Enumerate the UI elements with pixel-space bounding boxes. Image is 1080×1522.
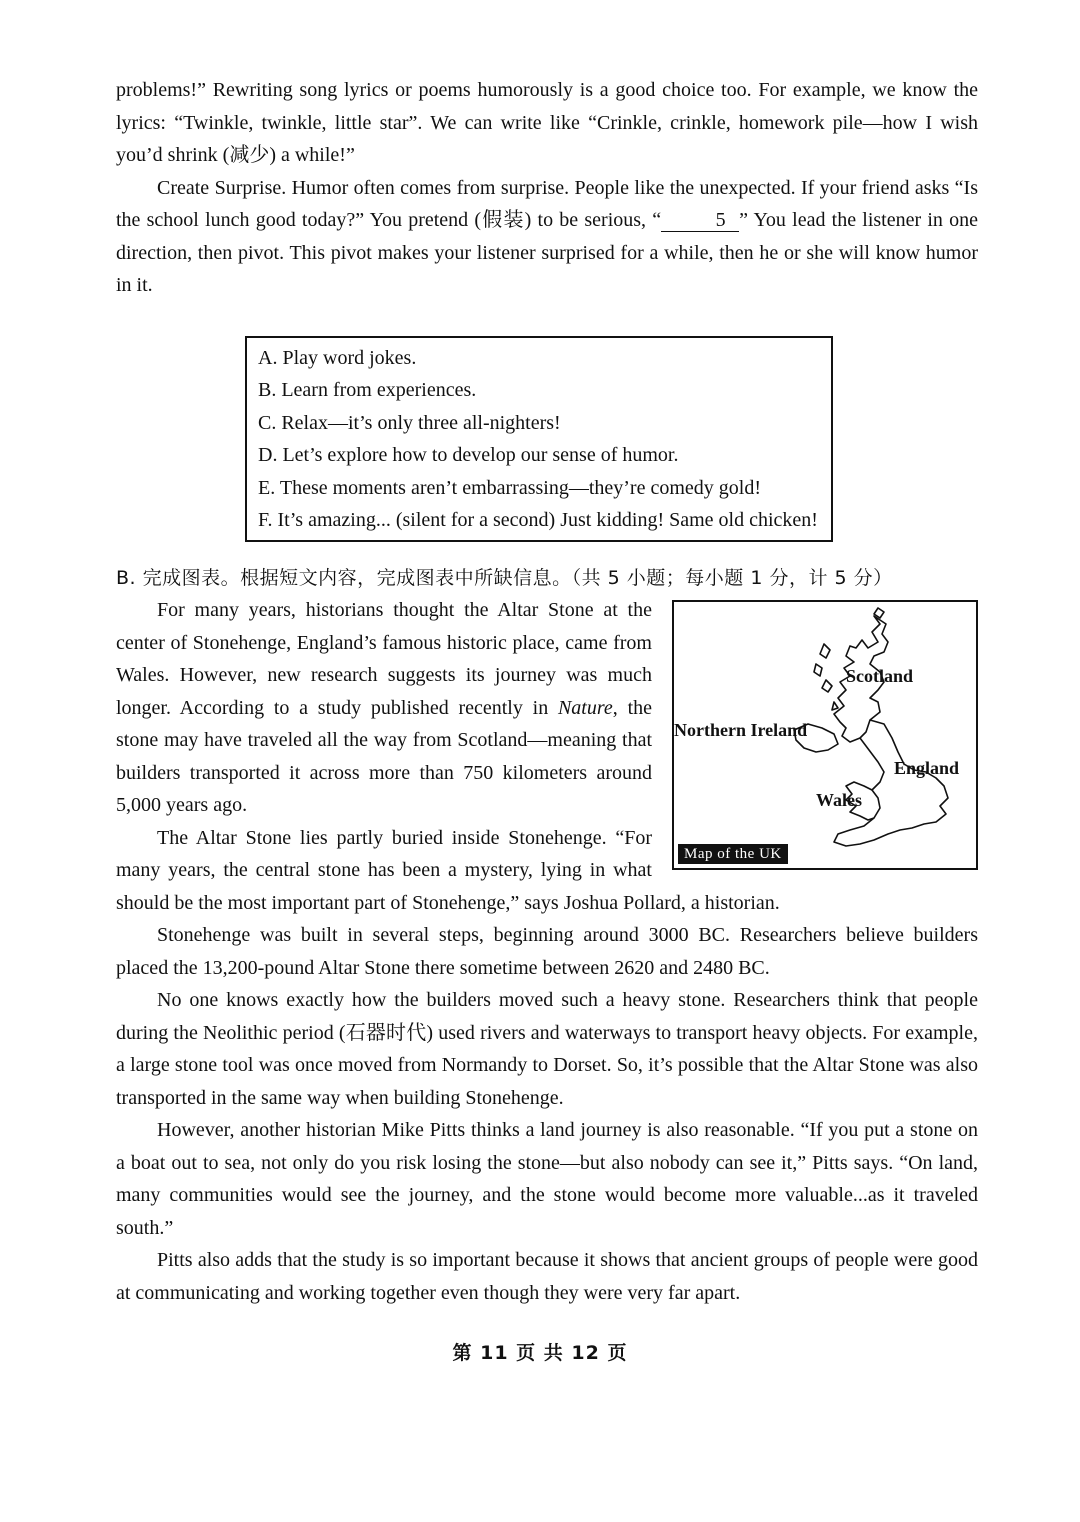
option-c: C. Relax—it’s only three all-nighters!	[258, 411, 561, 434]
label-england: England	[894, 758, 960, 778]
paragraph-b-5: However, another historian Mike Pitts thinks a land journey is also reasonable. “If you put a stone on a boat out to sea, not only do you risk losing the stone—but also nobody can see it,” Pitts says. “On land, many communities would see the journey, and the stone would become more valuable...as it traveled south.”	[116, 1119, 978, 1239]
options-box	[245, 336, 833, 542]
para2-pre: Create Surprise. Humor often comes from surprise. People like the unexpected. If your friend asks “Is the school lunch good today?” You pretend (假装) to be serious, “	[116, 176, 978, 231]
para2-post: ” You lead the listener in one direction, then pivot. This pivot makes your listener surprised for a while, then he or she will know humor in it.	[116, 209, 979, 296]
option-a: A. Play word jokes.	[258, 346, 417, 369]
label-wales: Wales	[816, 790, 863, 810]
p1-text-b: , the stone may have traveled all the way from Scotland—meaning that builders transported it across more than 750 kilometers around 5,000 years ago.	[116, 696, 652, 816]
page-footer: 第 11 页 共 12 页	[452, 1342, 628, 1364]
nature-journal-name: Nature	[557, 696, 613, 719]
option-f: F. It’s amazing... (silent for a second) Just kidding! Same old chicken!	[258, 509, 818, 531]
label-northern-ireland: Northern Ireland	[674, 720, 808, 740]
paragraph-b-2: The Altar Stone lies partly buried inside Stonehenge. “For many years, the central stone has been a mystery, lying in what should be the most important part of Stonehenge,” says Joshua Pollard, a historian.	[116, 826, 780, 914]
paragraph-b-4: No one knows exactly how the builders moved such a heavy stone. Researchers think that people during the Neolithic period (石器时代) used rivers and waterways to transport heavy objects. For example, a large stone tool was once moved from Normandy to Dorset. So, it’s possible that the Altar Stone was also transported in the same way when building Stonehenge.	[116, 989, 978, 1109]
answer-blank-5: 5	[661, 209, 739, 232]
document-page	[116, 74, 978, 1309]
paragraph-top-1: problems!” Rewriting song lyrics or poems humorously is a good choice too. For example, we know the lyrics: “Twinkle, twinkle, little star”. We can write like “Crinkle, crinkle, homework pile—how I wish you’d shrink (减少) a while!”	[116, 79, 978, 166]
paragraph-b-3: Stonehenge was built in several steps, beginning around 3000 BC. Researchers believe builders placed the 13,200-pound Altar Stone there sometime between 2620 and 2480 BC.	[116, 924, 978, 979]
option-d: D. Let’s explore how to develop our sense of humor.	[258, 444, 679, 466]
option-b: B. Learn from experiences.	[258, 379, 477, 401]
paragraph-create-surprise	[116, 172, 978, 302]
section-b-heading: B. 完成图表。根据短文内容，完成图表中所缺信息。（共 5 小题；每小题 1 分，计 5 分）	[116, 566, 893, 589]
label-scotland: Scotland	[846, 666, 914, 686]
map-caption: Map of the UK	[678, 844, 788, 864]
paragraph-b-6: Pitts also adds that the study is so important because it shows that ancient groups of people were good at communicating and working together even though they were very far apart.	[116, 1249, 978, 1304]
uk-map-figure	[672, 600, 978, 870]
option-e: E. These moments aren’t embarrassing—they’re comedy gold!	[258, 476, 761, 499]
p1-text-a: For many years, historians thought the Altar Stone at the center of Stonehenge, England’s famous historic place, came from Wales. However, new research suggests its journey was much longer. According to a study published recently in	[116, 599, 652, 719]
